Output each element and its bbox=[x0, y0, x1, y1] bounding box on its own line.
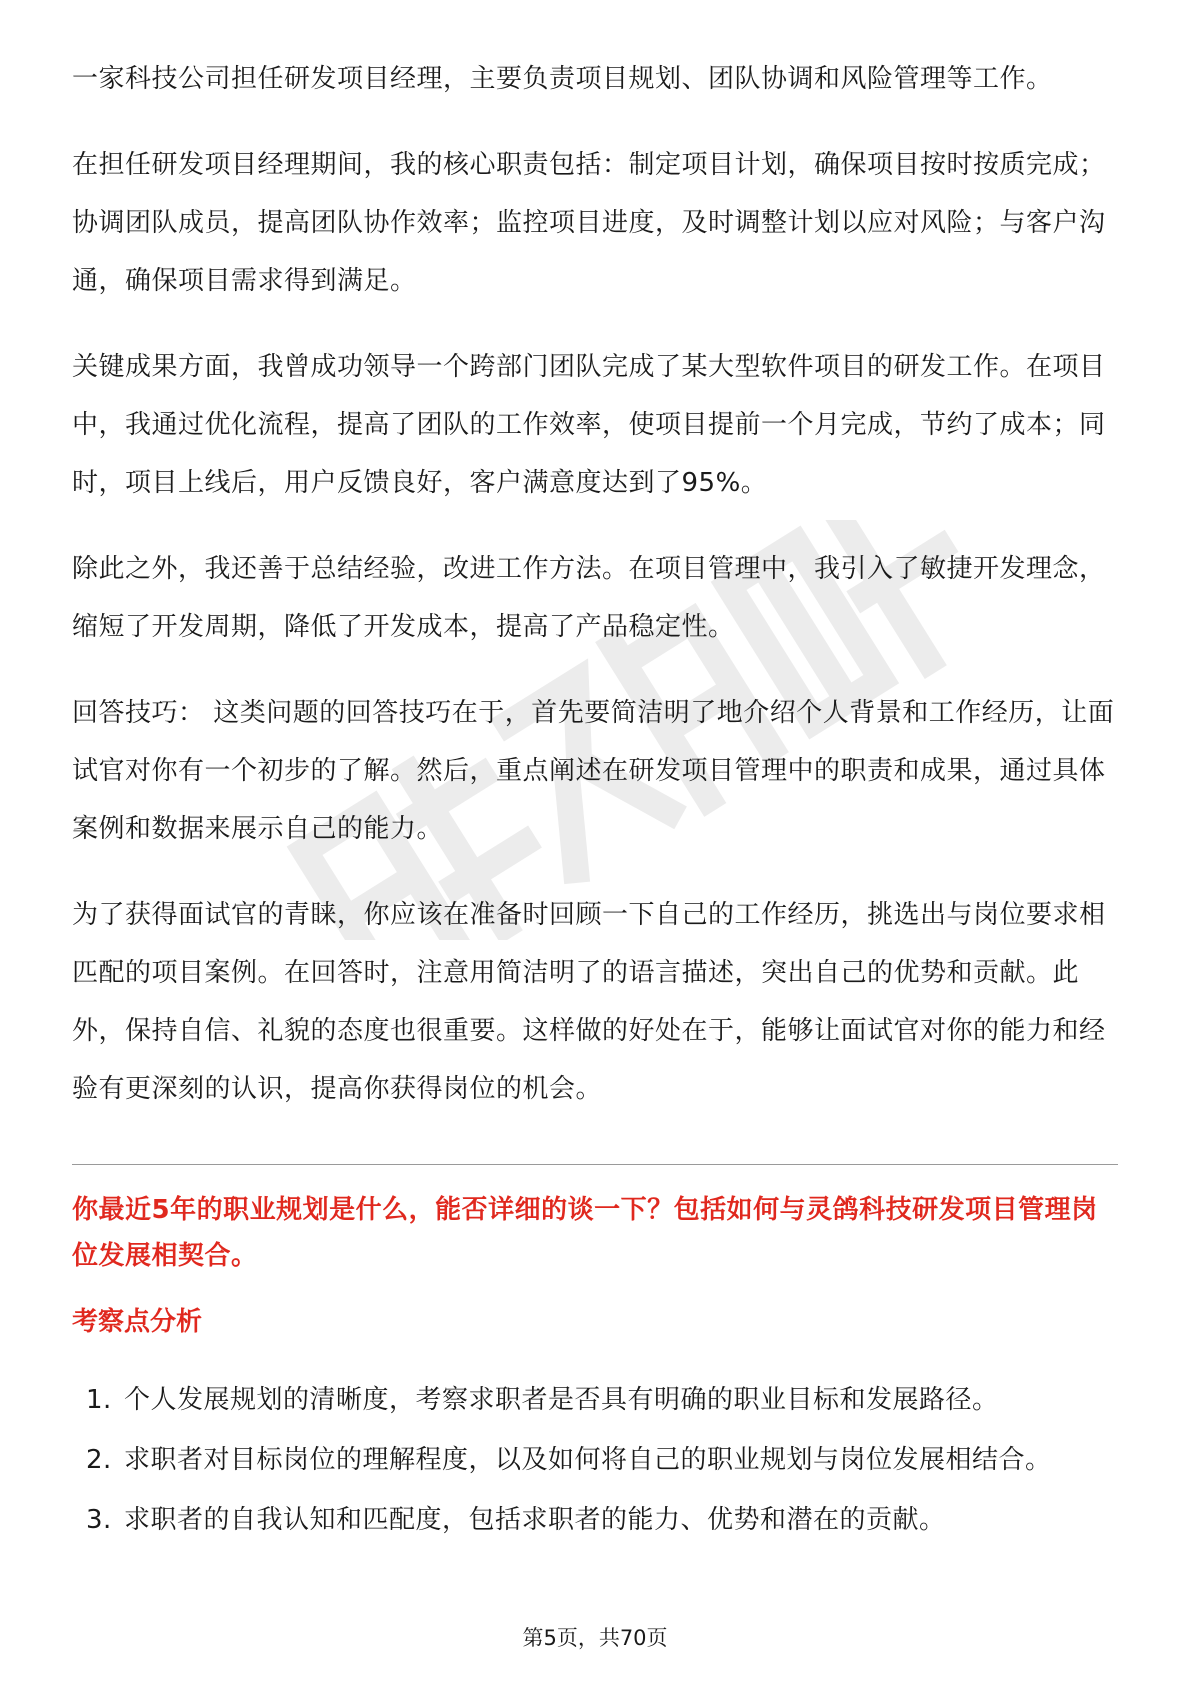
list-item-number: 3. bbox=[86, 1505, 112, 1535]
analysis-points-list bbox=[72, 1373, 1118, 1547]
list-item bbox=[72, 1433, 1118, 1487]
list-item bbox=[72, 1493, 1118, 1547]
page-number-footer: 第5页，共70页 bbox=[522, 1626, 668, 1650]
list-item-number: 2. bbox=[86, 1445, 112, 1475]
list-item bbox=[72, 1373, 1118, 1427]
paragraph-answer-tips: 回答技巧： 这类问题的回答技巧在于，首先要简洁明了地介绍个人背景和工作经历，让面试官对你有一个初步的了解。然后，重点阐述在研发项目管理中的职责和成果，通过具体案例和数据来展示自己的能力。 bbox=[72, 698, 1115, 844]
list-item-text: 个人发展规划的清晰度，考察求职者是否具有明确的职业目标和发展路径。 bbox=[124, 1385, 999, 1415]
list-item-number: 1. bbox=[86, 1385, 112, 1415]
analysis-heading: 考察点分析 bbox=[72, 1307, 203, 1337]
list-item-text: 求职者的自我认知和匹配度，包括求职者的能力、优势和潜在的贡献。 bbox=[124, 1505, 946, 1535]
paragraph-achievements: 关键成果方面，我曾成功领导一个跨部门团队完成了某大型软件项目的研发工作。在项目中，我通过优化流程，提高了团队的工作效率，使项目提前一个月完成，节约了成本；同时，项目上线后，用户反馈良好，客户满意度达到了95%。 bbox=[72, 352, 1106, 498]
section-divider bbox=[72, 1164, 1118, 1165]
paragraph-responsibilities: 在担任研发项目经理期间，我的核心职责包括：制定项目计划，确保项目按时按质完成；协调团队成员，提高团队协作效率；监控项目进度，及时调整计划以应对风险；与客户沟通，确保项目需求得到满足。 bbox=[72, 150, 1106, 296]
list-item-text: 求职者对目标岗位的理解程度，以及如何将自己的职业规划与岗位发展相结合。 bbox=[124, 1445, 1052, 1475]
paragraph-methods: 除此之外，我还善于总结经验，改进工作方法。在项目管理中，我引入了敏捷开发理念，缩短了开发周期，降低了开发成本，提高了产品稳定性。 bbox=[72, 554, 1106, 642]
main-content bbox=[72, 50, 1118, 1553]
interview-question: 你最近5年的职业规划是什么，能否详细的谈一下？包括如何与灵鸽科技研发项目管理岗位发展相契合。 bbox=[72, 1195, 1098, 1271]
paragraph-intro: 一家科技公司担任研发项目经理，主要负责项目规划、团队协调和风险管理等工作。 bbox=[72, 64, 1053, 94]
paragraph-advice: 为了获得面试官的青睐，你应该在准备时回顾一下自己的工作经历，挑选出与岗位要求相匹配的项目案例。在回答时，注意用简洁明了的语言描述，突出自己的优势和贡献。此外，保持自信、礼貌的态度也很重要。这样做的好处在于，能够让面试官对你的能力和经验有更深刻的认识，提高你获得岗位的机会。 bbox=[72, 900, 1106, 1104]
